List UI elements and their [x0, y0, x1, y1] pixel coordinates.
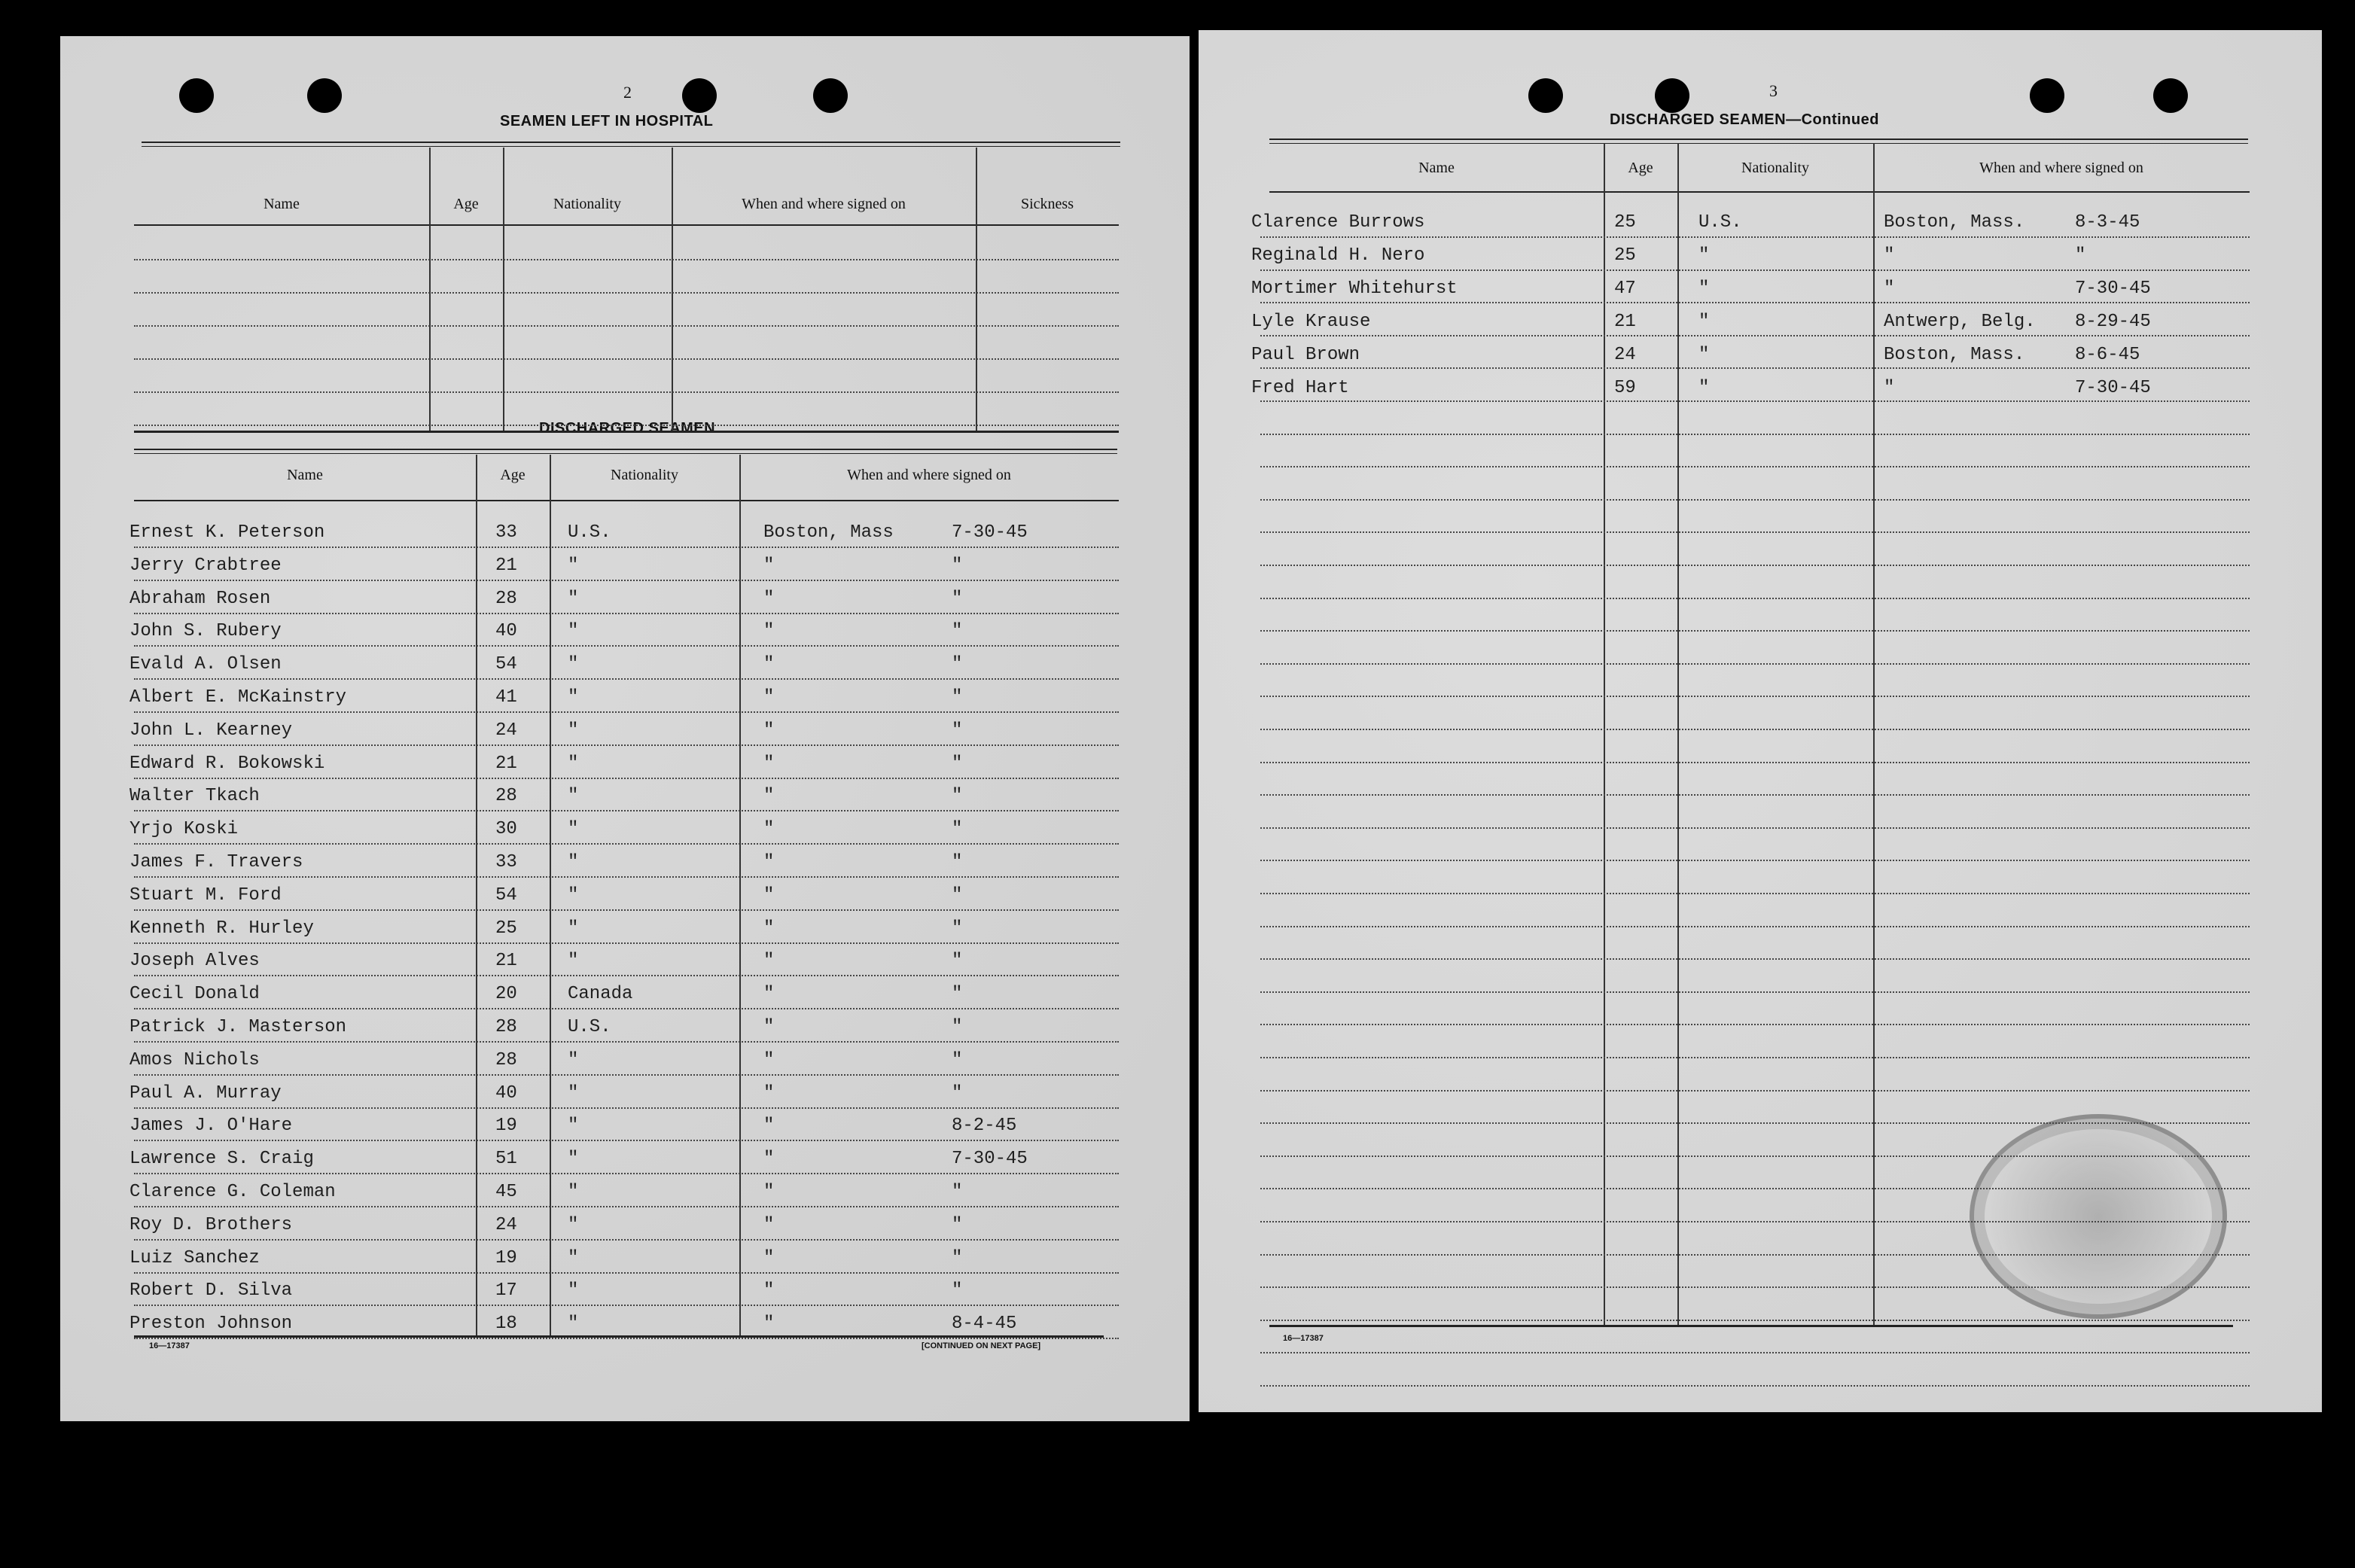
column-header: Name	[1418, 160, 1455, 176]
seaman-age: 25	[495, 918, 517, 939]
rule	[1269, 143, 2248, 144]
signed-on-place: "	[763, 621, 775, 642]
rule	[1269, 1325, 2233, 1327]
signed-on-date: "	[952, 786, 963, 807]
seaman-nationality: "	[568, 1280, 579, 1302]
row-line	[134, 259, 1119, 260]
column-divider	[550, 455, 551, 1335]
rule	[1269, 191, 2250, 193]
punch-hole	[1655, 78, 1689, 113]
punch-hole	[2030, 78, 2064, 113]
seaman-nationality: "	[568, 852, 579, 872]
seaman-nationality: "	[568, 1116, 579, 1137]
seaman-age: 28	[495, 1049, 517, 1070]
seaman-nationality: "	[568, 1049, 579, 1070]
punch-hole	[179, 78, 214, 113]
page-number: 2	[623, 83, 632, 102]
signed-on-date: "	[952, 1182, 963, 1202]
seaman-nationality: "	[1698, 279, 1710, 299]
column-divider	[1604, 143, 1605, 1325]
seaman-nationality: Canada	[568, 984, 633, 1005]
signed-on-place: "	[763, 1049, 775, 1070]
column-header: When and where signed on	[742, 196, 906, 212]
seaman-nationality: "	[568, 1082, 579, 1104]
signed-on-date: "	[952, 720, 963, 741]
column-header: Name	[287, 467, 323, 483]
left-page	[60, 36, 1190, 1421]
seaman-age: 41	[495, 687, 517, 708]
seaman-nationality: "	[568, 555, 579, 576]
signed-on-place: "	[763, 852, 775, 872]
seaman-age: 45	[495, 1182, 517, 1202]
seaman-age: 18	[495, 1314, 517, 1335]
row-line	[134, 778, 1119, 779]
row-line	[1260, 794, 2250, 796]
column-header: Nationality	[1741, 160, 1809, 176]
seaman-name: Lawrence S. Craig	[129, 1149, 314, 1170]
seaman-nationality: U.S.	[568, 522, 611, 543]
seaman-nationality: "	[568, 654, 579, 675]
signed-on-place: "	[763, 951, 775, 972]
column-header: Age	[1628, 160, 1653, 176]
column-header: When and where signed on	[847, 467, 1011, 483]
row-line	[1260, 466, 2250, 467]
row-line	[1260, 860, 2250, 861]
rule	[142, 146, 1120, 147]
signed-on-date: 8-4-45	[952, 1314, 1017, 1335]
seaman-age: 54	[495, 884, 517, 906]
rule	[142, 142, 1120, 143]
row-line	[1260, 893, 2250, 894]
signed-on-place: "	[763, 753, 775, 774]
seaman-name: Roy D. Brothers	[129, 1214, 293, 1235]
seaman-name: John L. Kearney	[129, 720, 293, 741]
signed-on-date: "	[952, 1214, 963, 1235]
row-line	[134, 1074, 1119, 1076]
row-line	[134, 975, 1119, 976]
seaman-name: Walter Tkach	[129, 786, 260, 807]
seaman-name: Reginald H. Nero	[1251, 245, 1425, 266]
signed-on-place: "	[763, 1149, 775, 1170]
row-line	[134, 876, 1119, 878]
punch-hole	[2153, 78, 2188, 113]
row-line	[134, 843, 1119, 845]
row-line	[134, 810, 1119, 811]
column-header: When and where signed on	[1979, 160, 2143, 176]
seaman-nationality: "	[568, 588, 579, 609]
signed-on-place: "	[763, 1314, 775, 1335]
seaman-name: Ernest K. Peterson	[129, 522, 325, 543]
seaman-nationality: "	[568, 884, 579, 906]
row-line	[1260, 1352, 2250, 1353]
row-line	[1260, 236, 2250, 238]
signed-on-date: "	[952, 1049, 963, 1070]
seaman-nationality: U.S.	[1698, 212, 1742, 233]
signed-on-date: 7-30-45	[952, 1149, 1028, 1170]
signed-on-place: "	[763, 1214, 775, 1235]
row-line	[134, 580, 1119, 581]
row-line	[134, 645, 1119, 647]
seaman-name: Fred Hart	[1251, 378, 1349, 398]
signed-on-place: "	[763, 1116, 775, 1137]
seaman-nationality: "	[568, 1182, 579, 1202]
row-line	[1260, 630, 2250, 632]
signed-on-date: "	[952, 1247, 963, 1268]
signed-on-date: "	[952, 555, 963, 576]
seaman-age: 47	[1614, 279, 1636, 299]
punch-hole	[813, 78, 848, 113]
row-line	[1260, 335, 2250, 336]
seaman-nationality: "	[568, 918, 579, 939]
seaman-nationality: U.S.	[568, 1017, 611, 1037]
row-line	[1260, 696, 2250, 697]
column-divider	[976, 148, 977, 431]
row-line	[134, 1140, 1119, 1141]
seaman-nationality: "	[568, 720, 579, 741]
seaman-nationality: "	[1698, 245, 1710, 266]
signed-on-place: "	[763, 720, 775, 741]
row-line	[1260, 991, 2250, 993]
signed-on-place: "	[763, 687, 775, 708]
row-line	[134, 1305, 1119, 1306]
row-line	[134, 613, 1119, 614]
column-divider	[1873, 143, 1875, 1325]
row-line	[1260, 926, 2250, 927]
row-line	[134, 744, 1119, 746]
seaman-name: Paul Brown	[1251, 345, 1360, 365]
row-line	[1260, 1221, 2250, 1222]
row-line	[134, 942, 1119, 944]
row-line	[1260, 367, 2250, 369]
right-page	[1199, 30, 2322, 1412]
seaman-age: 25	[1614, 245, 1636, 266]
signed-on-place: "	[763, 1082, 775, 1104]
signed-on-place: "	[763, 1017, 775, 1037]
column-divider	[672, 148, 673, 431]
form-number: 16—17387	[1283, 1334, 1324, 1343]
column-header: Name	[264, 196, 300, 212]
rule	[134, 224, 1119, 226]
signed-on-place: "	[1884, 245, 1895, 266]
page-number: 3	[1769, 81, 1778, 100]
row-line	[1260, 1122, 2250, 1124]
row-line	[1260, 1057, 2250, 1058]
signed-on-date: 8-29-45	[2075, 312, 2151, 332]
seaman-age: 40	[495, 621, 517, 642]
signed-on-date: "	[952, 852, 963, 872]
row-line	[1260, 663, 2250, 665]
row-line	[1260, 1155, 2250, 1157]
signed-on-place: "	[763, 984, 775, 1005]
seaman-age: 21	[495, 555, 517, 576]
row-line	[1260, 1090, 2250, 1092]
seaman-nationality: "	[1698, 378, 1710, 398]
column-divider	[739, 455, 741, 1335]
signed-on-place: Antwerp, Belg.	[1884, 312, 2036, 332]
seaman-name: Clarence G. Coleman	[129, 1182, 336, 1202]
hospital-section-title: SEAMEN LEFT IN HOSPITAL	[500, 113, 714, 129]
column-header: Age	[453, 196, 479, 212]
rule	[1269, 139, 2248, 140]
signed-on-place: "	[763, 654, 775, 675]
signed-on-date: "	[952, 753, 963, 774]
seaman-name: James F. Travers	[129, 852, 303, 872]
signed-on-date: "	[2075, 245, 2086, 266]
punch-hole	[682, 78, 717, 113]
signed-on-date: "	[952, 819, 963, 840]
seaman-age: 25	[1614, 212, 1636, 233]
seaman-age: 28	[495, 1017, 517, 1037]
row-line	[134, 1107, 1119, 1109]
signed-on-date: "	[952, 1280, 963, 1302]
signed-on-place: "	[763, 884, 775, 906]
row-line	[134, 425, 1119, 426]
continued-note: [CONTINUED ON NEXT PAGE]	[922, 1341, 1041, 1350]
seaman-nationality: "	[568, 819, 579, 840]
seaman-age: 51	[495, 1149, 517, 1170]
row-line	[1260, 302, 2250, 303]
signed-on-place: "	[763, 1182, 775, 1202]
signed-on-place: "	[763, 819, 775, 840]
row-line	[134, 1206, 1119, 1207]
rule	[134, 431, 1119, 433]
seaman-nationality: "	[568, 951, 579, 972]
signed-on-date: "	[952, 1082, 963, 1104]
row-line	[1260, 400, 2250, 402]
signed-on-date: 8-6-45	[2075, 345, 2140, 365]
row-line	[1260, 827, 2250, 829]
row-line	[134, 547, 1119, 548]
seaman-age: 28	[495, 588, 517, 609]
row-line	[134, 1239, 1119, 1241]
signed-on-place: "	[763, 588, 775, 609]
row-line	[1260, 1024, 2250, 1025]
signed-on-date: 8-3-45	[2075, 212, 2140, 233]
seaman-age: 17	[495, 1280, 517, 1302]
seaman-nationality: "	[568, 786, 579, 807]
seaman-name: Edward R. Bokowski	[129, 753, 325, 774]
signed-on-place: "	[1884, 378, 1895, 398]
row-line	[1260, 531, 2250, 533]
row-line	[134, 325, 1119, 327]
seaman-age: 19	[495, 1247, 517, 1268]
seaman-age: 21	[495, 951, 517, 972]
signed-on-date: "	[952, 654, 963, 675]
seaman-name: Mortimer Whitehurst	[1251, 279, 1458, 299]
column-divider	[1677, 143, 1679, 1325]
signed-on-place: Boston, Mass.	[1884, 212, 2025, 233]
seaman-name: Amos Nichols	[129, 1049, 260, 1070]
punch-hole	[1528, 78, 1563, 113]
seaman-nationality: "	[1698, 312, 1710, 332]
seaman-name: James J. O'Hare	[129, 1116, 293, 1137]
signed-on-place: "	[763, 918, 775, 939]
form-number: 16—17387	[149, 1341, 190, 1350]
row-line	[1260, 565, 2250, 566]
rule	[134, 1335, 1104, 1338]
seaman-name: Clarence Burrows	[1251, 212, 1425, 233]
seaman-name: Abraham Rosen	[129, 588, 271, 609]
seaman-age: 33	[495, 522, 517, 543]
row-line	[1260, 1320, 2250, 1321]
row-line	[134, 1272, 1119, 1274]
signed-on-date: 7-30-45	[2075, 378, 2151, 398]
discharged-section-title: DISCHARGED SEAMEN	[539, 420, 716, 437]
row-line	[134, 1008, 1119, 1009]
signed-on-place: "	[763, 1280, 775, 1302]
row-line	[1260, 1385, 2250, 1387]
seaman-name: Joseph Alves	[129, 951, 260, 972]
signed-on-date: "	[952, 918, 963, 939]
ink-stamp	[1970, 1114, 2227, 1319]
seaman-nationality: "	[568, 1214, 579, 1235]
signed-on-place: "	[1884, 279, 1895, 299]
seaman-age: 20	[495, 984, 517, 1005]
row-line	[1260, 958, 2250, 960]
row-line	[134, 391, 1119, 393]
seaman-age: 21	[495, 753, 517, 774]
seaman-name: Stuart M. Ford	[129, 884, 282, 906]
signed-on-date: 7-30-45	[2075, 279, 2151, 299]
seaman-age: 59	[1614, 378, 1636, 398]
seaman-name: Preston Johnson	[129, 1314, 293, 1335]
signed-on-place: "	[763, 555, 775, 576]
signed-on-date: "	[952, 588, 963, 609]
seaman-nationality: "	[568, 1149, 579, 1170]
row-line	[1260, 729, 2250, 730]
seaman-name: Cecil Donald	[129, 984, 260, 1005]
seaman-age: 33	[495, 852, 517, 872]
seaman-name: Jerry Crabtree	[129, 555, 282, 576]
seaman-nationality: "	[1698, 345, 1710, 365]
seaman-name: Albert E. McKainstry	[129, 687, 347, 708]
seaman-age: 21	[1614, 312, 1636, 332]
signed-on-date: "	[952, 984, 963, 1005]
column-header: Nationality	[553, 196, 621, 212]
signed-on-place: Boston, Mass.	[1884, 345, 2025, 365]
seaman-name: Kenneth R. Hurley	[129, 918, 314, 939]
row-line	[134, 909, 1119, 911]
seaman-name: Lyle Krause	[1251, 312, 1371, 332]
signed-on-date: "	[952, 951, 963, 972]
row-line	[134, 711, 1119, 713]
rule	[134, 500, 1119, 501]
seaman-name: Robert D. Silva	[129, 1280, 293, 1302]
row-line	[1260, 1188, 2250, 1189]
seaman-age: 24	[1614, 345, 1636, 365]
signed-on-date: 7-30-45	[952, 522, 1028, 543]
seaman-name: John S. Rubery	[129, 621, 282, 642]
seaman-age: 30	[495, 819, 517, 840]
seaman-name: Yrjo Koski	[129, 819, 239, 840]
rule	[134, 449, 1117, 450]
seaman-age: 54	[495, 654, 517, 675]
seaman-age: 24	[495, 720, 517, 741]
punch-hole	[307, 78, 342, 113]
seaman-age: 24	[495, 1214, 517, 1235]
seaman-name: Luiz Sanchez	[129, 1247, 260, 1268]
rule	[134, 453, 1117, 454]
column-divider	[429, 148, 431, 431]
seaman-name: Patrick J. Masterson	[129, 1017, 347, 1037]
continued-section-title: DISCHARGED SEAMEN—Continued	[1610, 111, 1879, 128]
column-header: Nationality	[611, 467, 678, 483]
row-line	[1260, 499, 2250, 501]
row-line	[1260, 762, 2250, 763]
signed-on-date: 8-2-45	[952, 1116, 1017, 1137]
signed-on-place: "	[763, 1247, 775, 1268]
seaman-age: 40	[495, 1082, 517, 1104]
column-divider	[503, 148, 504, 431]
row-line	[134, 678, 1119, 680]
column-divider	[476, 455, 477, 1335]
seaman-age: 19	[495, 1116, 517, 1137]
column-header: Age	[500, 467, 526, 483]
seaman-age: 28	[495, 786, 517, 807]
signed-on-place: Boston, Mass	[763, 522, 894, 543]
seaman-nationality: "	[568, 1247, 579, 1268]
row-line	[134, 358, 1119, 360]
signed-on-date: "	[952, 1017, 963, 1037]
signed-on-date: "	[952, 621, 963, 642]
row-line	[1260, 598, 2250, 599]
seaman-name: Paul A. Murray	[129, 1082, 282, 1104]
row-line	[134, 1173, 1119, 1174]
seaman-nationality: "	[568, 1314, 579, 1335]
signed-on-date: "	[952, 687, 963, 708]
signed-on-date: "	[952, 884, 963, 906]
row-line	[1260, 1254, 2250, 1256]
row-line	[1260, 269, 2250, 271]
row-line	[134, 1338, 1119, 1339]
column-header: Sickness	[1021, 196, 1074, 212]
row-line	[1260, 434, 2250, 435]
row-line	[134, 1041, 1119, 1043]
signed-on-place: "	[763, 786, 775, 807]
row-line	[134, 292, 1119, 294]
seaman-nationality: "	[568, 621, 579, 642]
row-line	[1260, 1286, 2250, 1288]
seaman-name: Evald A. Olsen	[129, 654, 282, 675]
seaman-nationality: "	[568, 753, 579, 774]
seaman-nationality: "	[568, 687, 579, 708]
